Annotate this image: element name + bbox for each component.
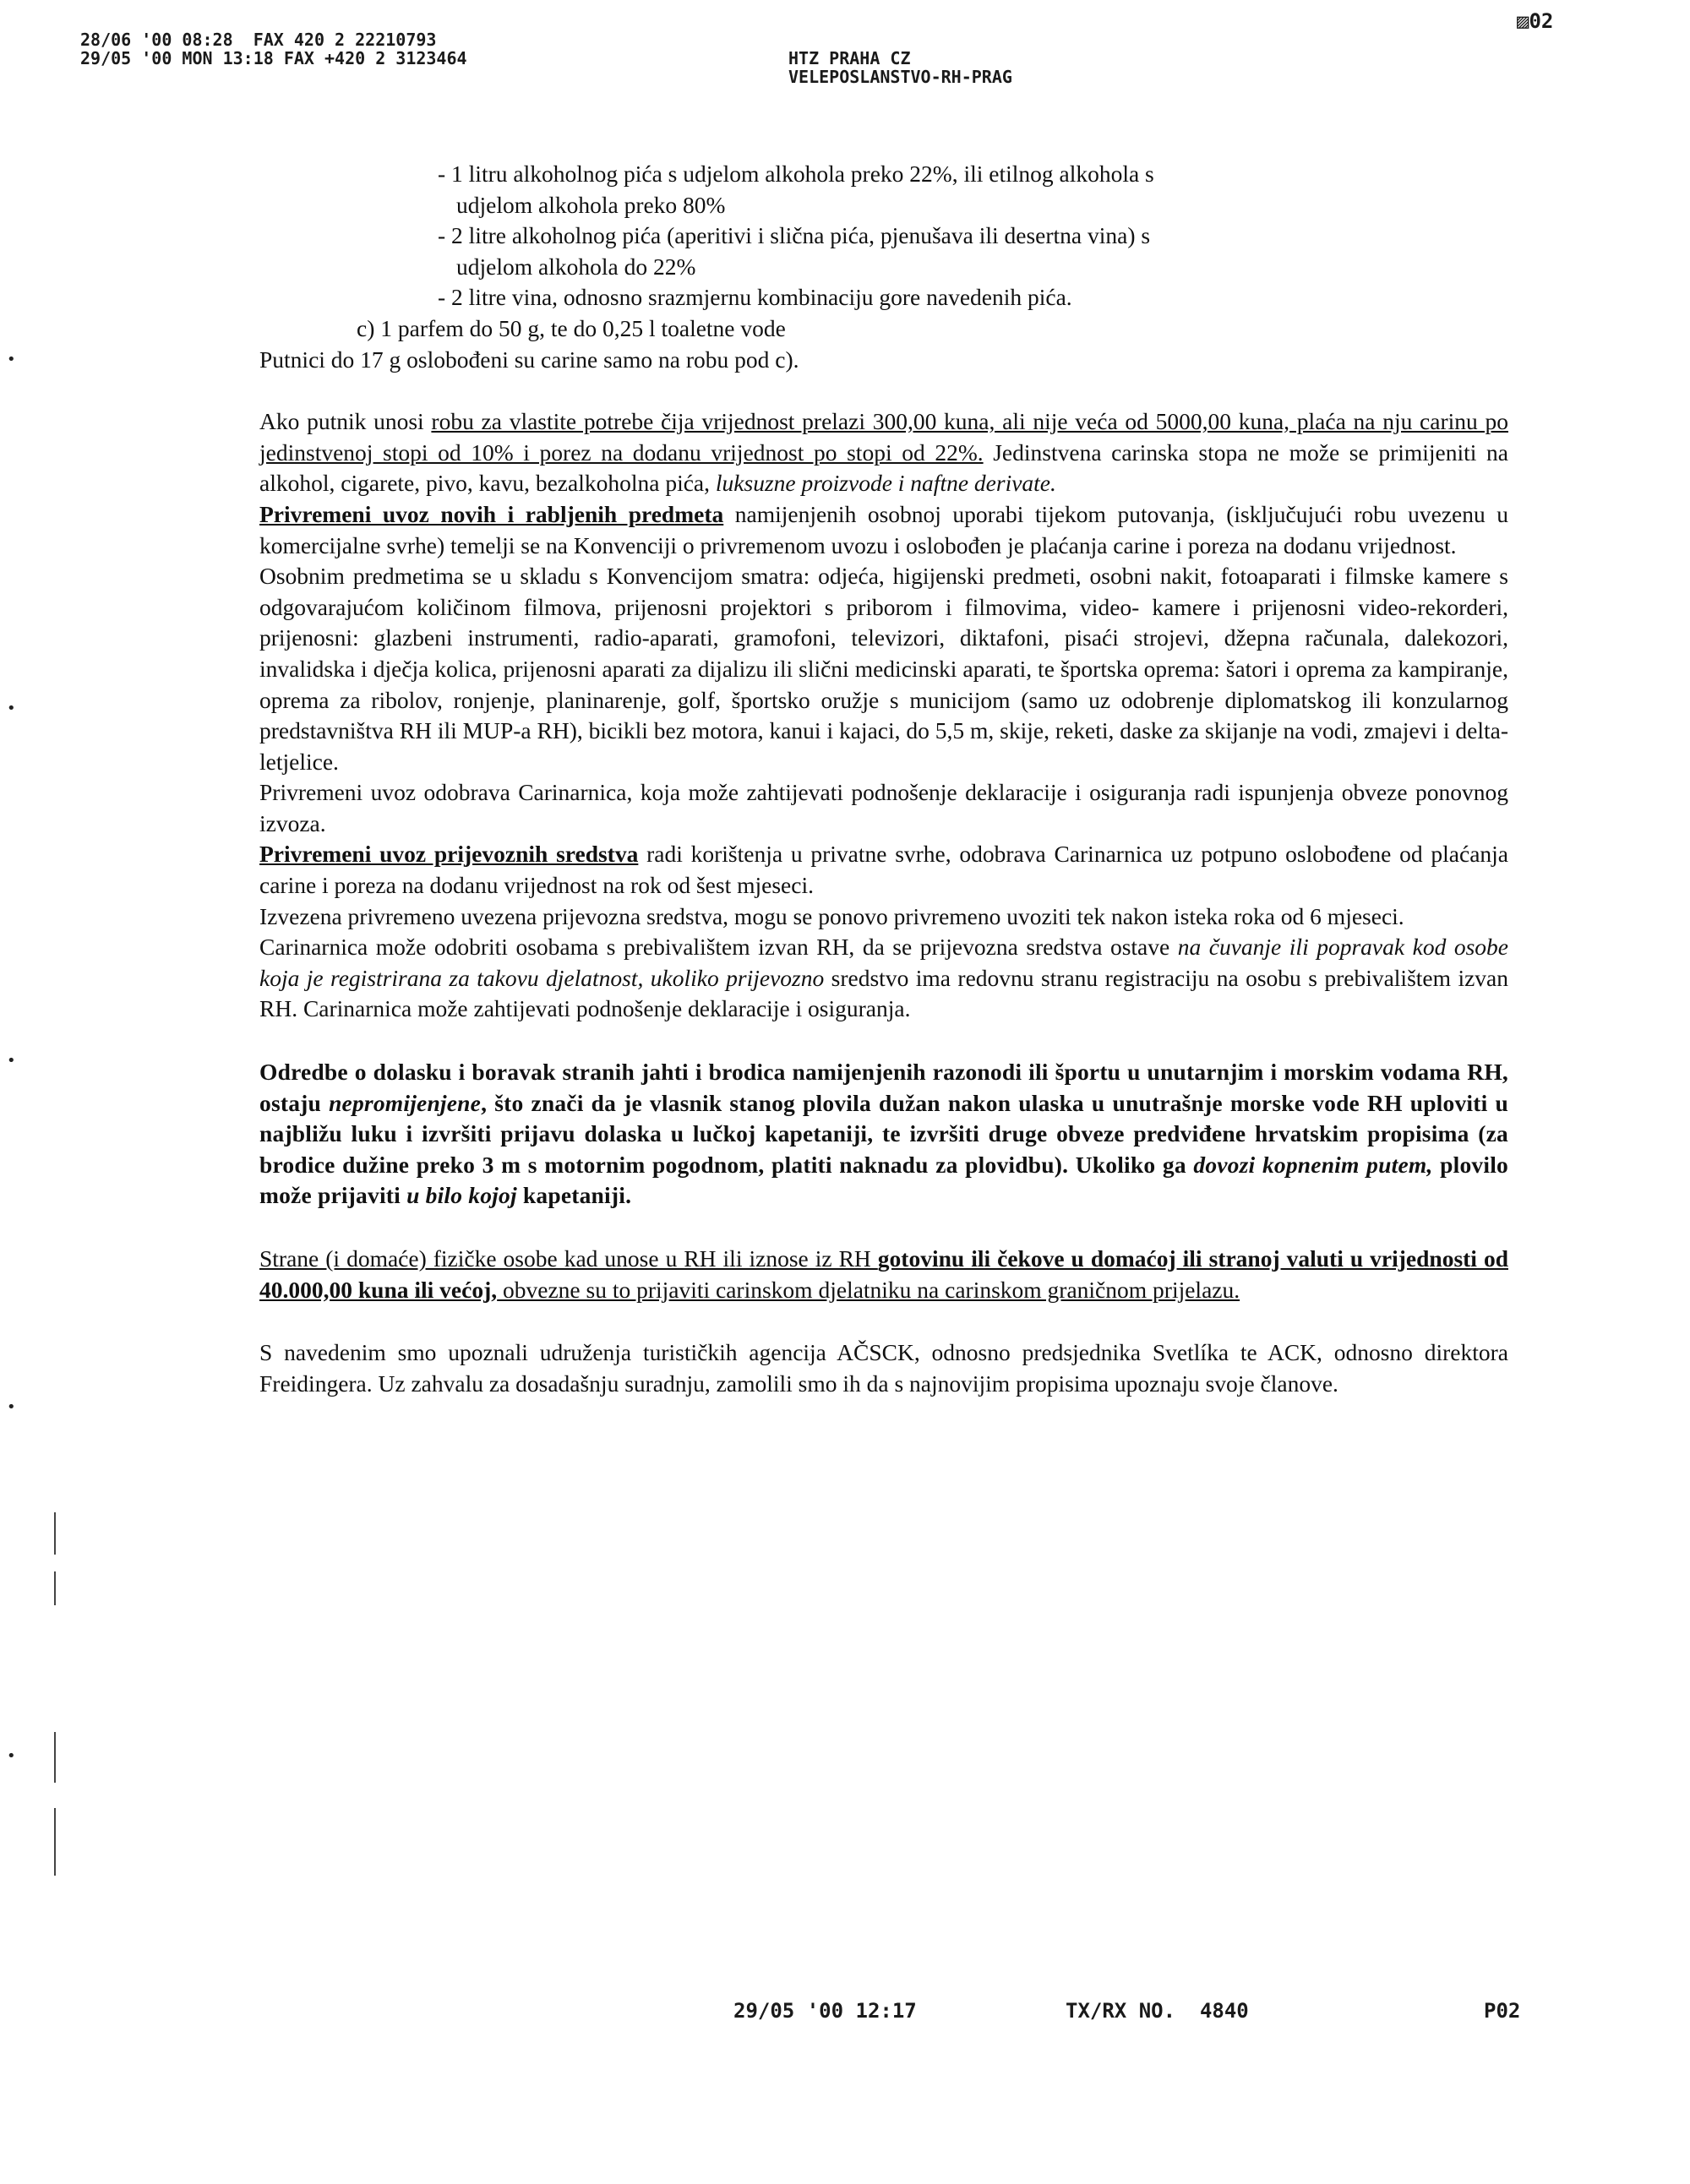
document-body (259, 159, 1508, 1399)
allowance-list (259, 159, 1508, 313)
paragraph-storage: Carinarnica može odobriti osobama s prebivalištem izvan RH, da se prijevozna sredstva ostave na čuvanje ili popravak kod osobe koja je registrirana za takovu djelatnost, ukoliko prijevozno sredstvo ima redovnu stranu registraciju na osobu s prebivalištem izvan RH. Carinarnica može zahtijevati podnošenje deklaracije i osiguranja. (259, 934, 1508, 1022)
paragraph-personal-goods: Ako putnik unosi robu za vlastite potrebe čija vrijednost prelazi 300,00 kuna, ali nije veća od 5000,00 kuna, plaća na nju carinu po jedinstvenoj stopi od 10% i porez na dodanu vrijednost po stopi od 22%. Jedinstvena carinska stopa ne može se primijeniti na alkohol, cigarete, pivo, kavu, bezalkoholna pića, luksuzne proizvode i naftne derivate. (259, 408, 1508, 497)
margin-dot-mark: • (7, 1052, 16, 1070)
exemption-note: Putnici do 17 g oslobođeni su carine samo na robu pod c). (259, 346, 799, 373)
margin-dot-mark: • (7, 1398, 16, 1416)
left-margin-artifacts (7, 0, 57, 2184)
margin-scan-line (54, 1732, 56, 1783)
fax-header-line2-left: 29/05 '00 MON 13:18 FAX +420 2 3123464 (80, 48, 467, 68)
paragraph-reimport: Izvezena privremeno uvezena prijevozna sredstva, mogu se ponovo privremeno uvoziti tek nakon isteka roka od 6 mjeseci. (259, 902, 1404, 929)
fax-footer-page: P02 (1484, 1999, 1521, 2023)
fax-header-line1-right: HTZ PRAHA CZ (788, 48, 911, 68)
list-item: - 2 litre vina, odnosno srazmjernu kombinaciju gore navedenih pića. (438, 284, 1072, 311)
fax-page-number: ▨02 (1517, 9, 1554, 33)
item-c: c) 1 parfem do 50 g, te do 0,25 l toaletne vode (357, 314, 786, 341)
paragraph-currency: Strane (i domaće) fizičke osobe kad unose u RH ili iznose iz RH gotovinu ili čekove u domaćoj ili stranoj valuti u vrijednosti od 40.000,00 kuna ili većoj, obvezne su to prijaviti carinskom djelatniku na carinskom graničnom prijelazu. (259, 1245, 1508, 1303)
margin-scan-line (54, 1808, 56, 1876)
paragraph-vehicles: Privremeni uvoz prijevoznih sredstva radi korištenja u privatne svrhe, odobrava Carinarnica uz potpuno oslobođene od plaćanja carine i poreza na dodanu vrijednost na rok od šest mjeseci. (259, 841, 1508, 899)
margin-dot-mark: • (7, 351, 16, 368)
paragraph-temporary-import: Privremeni uvoz novih i rabljenih predmeta namijenjenih osobnoj uporabi tijekom putovanja, (isključujući robu uvezenu u komercijalne svrhe) temelji se na Konvenciji o privremenom uvozu i oslobođen je plaćanja carine i poreza na dodanu vrijednost. (259, 500, 1509, 558)
list-item: - 1 litru alkoholnog pića s udjelom alkohola preko 22%, ili etilnog alkohola s udjelom alkohola preko 80% (438, 161, 1154, 218)
fax-footer-txrx: TX/RX NO. 4840 (1066, 1999, 1249, 2023)
list-item: - 2 litre alkoholnog pića (aperitivi i slična pića, pjenušava ili desertna vina) s udjelom alkohola do 22% (438, 222, 1151, 280)
section-title: Privremeni uvoz novih i rabljenih predmeta (259, 500, 724, 527)
margin-scan-line (54, 1571, 56, 1605)
fax-header (80, 9, 1669, 87)
fax-footer-date: 29/05 '00 12:17 (733, 1999, 917, 2023)
fax-header-line1-left: 28/06 '00 08:28 FAX 420 2 22210793 (80, 30, 437, 50)
section-title: Privremeni uvoz prijevoznih sredstva (259, 841, 639, 868)
margin-scan-line (54, 1512, 56, 1555)
margin-dot-mark: • (7, 700, 16, 717)
fax-page-icon: ▨ (1517, 9, 1529, 33)
fax-header-line2-right: VELEPOSLANSTVO-RH-PRAG (788, 67, 1012, 87)
margin-dot-mark: • (7, 1747, 16, 1765)
paragraph-approval: Privremeni uvoz odobrava Carinarnica, koja može zahtijevati podnošenje deklaracije i osiguranja radi ispunjenja obveze ponovnog izvoza. (259, 779, 1508, 836)
paragraph-closing: S navedenim smo upoznali udruženja turističkih agencija AČSCK, odnosno predsjednika Svetlíka te ACK, odnosno direktora Freidingera. Uz zahvalu za dosadašnju suradnju, zamolili smo ih da s najnovijim propisima upoznaju svoje članove. (259, 1339, 1508, 1397)
paragraph-yachts: Odredbe o dolasku i boravak stranih jahti i brodica namijenjenih razonodi ili športu u unutarnjim i morskim vodama RH, ostaju nepromijenjene, što znači da je vlasnik stanog plovila dužan nakon ulaska u unutrašnje morske vode RH uploviti u najbližu luku i izvršiti prijavu dolaska u lučkoj kapetaniji, te izvršiti druge obveze predviđene hrvatskim propisima (za brodice dužine preko 3 m s motornim pogodnom, platiti naknadu za plovidbu). Ukoliko ga dovozi kopnenim putem, plovilo može prijaviti u bilo kojoj kapetaniji. (259, 1059, 1508, 1209)
paragraph-personal-items: Osobnim predmetima se u skladu s Konvencijom smatra: odjeća, higijenski predmeti, osobni nakit, fotoaparati i filmske kamere s odgovarajućom količinom filmova, prijenosni projektori s priborom i filmovima, video- kamere i prijenosni video-rekorderi, prijenosni: glazbeni instrumenti, radio-aparati, gramofoni, televizori, diktafoni, pisaći strojevi, džepna računala, dalekozori, invalidska i dječja kolica, prijenosni aparati za dijalizu ili slični medicinski aparati, te športska oprema: šatori i oprema za kampiranje, oprema za ribolov, ronjenje, planinarenje, golf, športsko oružje s municijom (samo uz odobrenje diplomatskog ili konzularnog predstavništva RH ili MUP-a RH), bicikli bez motora, kanui i kajaci, do 5,5 m, skije, reketi, daske za skijanje na vodi, zmajevi i delta-letjelice. (259, 563, 1508, 775)
